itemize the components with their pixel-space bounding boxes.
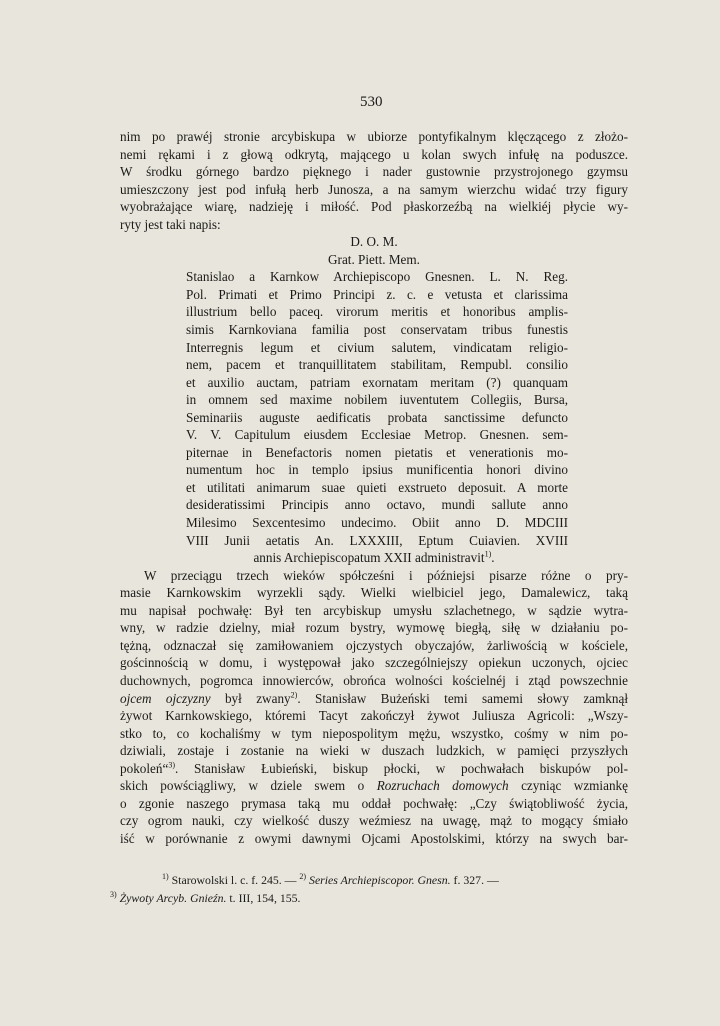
text-line: duchownych, pogromca innowierców, obrońca wolności kościelnéj i ztąd powszechnie [120,672,628,688]
footnote-text: t. III, 154, 155. [226,890,301,905]
text-line [120,777,628,795]
footnote-line [110,872,624,890]
inscription-line: Seminariis auguste aedificatis probata sanctissime defuncto [186,409,568,425]
inscription-line: Pol. Primati et Primo Principi z. c. e vetusta et clarissima [186,286,568,302]
text-line: mu napisał pochwałę: Był ten arcybiskup umysłu szlachetnego, w sądzie wytra- [120,602,628,618]
footnote-title: Żywoty Arcyb. Gnieźn. [119,890,227,905]
footnote-ref: 3) [168,760,176,770]
inscription-line: VIII Junii aetatis An. LXXXIII, Eptum Cuiavien. XVIII [186,532,568,548]
footnotes [110,872,624,907]
footnote-title: Series Archiepiscopor. Gnesn. [309,873,451,887]
text-line: czy ogrom nauki, czy wielkość duszy weźmiesz na uwagę, mąż to mogący śmiało [120,813,628,829]
inscription-line: simis Karnkoviana familia post conservatam tribus funestis [186,322,568,338]
footnote-text: Starowolski l. c. f. 245. — [168,873,300,887]
book-title: Rozruchach domowych [376,778,509,794]
text-run: . Stanisław Łubieński, biskup płocki, w pochwałach biskupów pol- [175,760,628,776]
inscription-line: in omnem sed maxime nobilem iuventutem Collegiis, Bursa, [186,392,568,408]
paragraph-first-line: W przeciągu trzech wieków spółcześni i późniejsi pisarze różne o pry- [144,567,628,583]
inscription-heading: Grat. Piett. Mem. [328,251,420,267]
text-line: gościnnością w domu, i występował jako szczególniejszy opiekun uczonych, ojciec [120,655,628,671]
text-line: żywot Karnkowskiego, któremi Tacyt zakończył żywot Juliusza Agricoli: „Wszy- [120,708,628,724]
inscription-line: piternae in Benefactoris nomen pietatis et venerationis mo- [186,444,568,460]
text-line: wny, w radzie dzielny, miał rozum bystry, wymowę biegłą, siłę w działaniu po- [120,620,628,636]
inscription-heading: D. O. M. [350,234,398,250]
inscription-line: Interregnis legum et civium salutem, vindicatam religio- [186,339,568,355]
text-line: o zgonie naszego prymasa taką mu oddał pochwałę: „Czy świątobliwość życia, [120,795,628,811]
text-run: . Stanisław Bużeński temi samemi słowy zamknął [297,690,628,706]
footnote-mark: 2) [299,872,307,882]
footnote-text: f. 327. — [450,873,499,887]
inscription-line: Stanislao a Karnkow Archiepiscopo Gnesnen. L. N. Reg. [186,269,568,285]
inscription-line: V. V. Capitulum eiusdem Ecclesiae Metrop. Gnesnen. sem- [186,427,568,443]
text-line: nemi rękami i z głową odkrytą, mającego u kolan swych infułę na poduszce. [120,146,628,162]
footnote-line [110,890,624,908]
text-line [120,760,628,778]
footnote-mark: 1) [162,872,169,882]
text-line [120,690,628,708]
footnote-ref: 2) [290,690,298,700]
italic-phrase: ojcem ojczyzny [120,690,211,706]
text-run: czyniąc wzmiankę [508,778,628,794]
text-line: tężną, odznaczał się zamiłowaniem ojczystych obyczajów, żarliwością w kościele, [120,637,628,653]
inscription-line: Milesimo Sexcentesimo undecimo. Obiit anno D. MDCIII [186,515,568,531]
page-number: 530 [360,94,383,110]
text-line: nim po prawéj stronie arcybiskupa w ubiorze pontyfikalnym klęczącego z złożo- [120,129,628,144]
text-line: iść w porównanie z owymi dawnymi Ojcami Apostolskimi, którzy na swych bar- [120,830,628,846]
inscription-line: numentum hoc in templo ipsius munificentia honori divino [186,462,568,478]
text-line: wyobrażające wiarę, nadzieję i miłość. Pod płaskorzeźbą na wielkiéj płycie wy- [120,199,628,215]
text-line: ryty jest taki napis: [120,216,221,232]
main-text [120,128,628,847]
footnote-ref: 1) [484,549,492,559]
inscription-block [120,268,628,549]
footnote-mark: 3) [110,889,117,899]
text-line: stko to, co kochaliśmy w tym niepospolitym mężu, wszystko, cośmy w nim po- [120,725,628,741]
text-run: skich powściągliwy, w dziele swem o [120,778,365,794]
inscription-line: et utilitati animarum suae quieti exstrueto deposuit. A morte [186,479,568,495]
text-run: był zwany [210,690,291,706]
text-line: umieszczony jest pod infułą herb Junosza, a na samym wierzchu widać trzy figury [120,181,628,197]
text-run: pokoleń“ [120,760,169,776]
inscription-last-text: annis Archiepiscopatum XXII administravit [253,550,485,566]
inscription-line: desideratissimi Principis anno octavo, mundi sallute anno [186,497,568,513]
inscription-line: illustrium bello paceq. virorum meritis et honoribus amplis- [186,304,568,320]
inscription-last-line: annis Archiepiscopatum XXII administravit$^{1)}$. [253,549,495,566]
inscription-line: et auxilio auctam, patriam exornatam meritam (?) quanquam [186,374,568,390]
text-line: W środku górnego bardzo pięknego i nader gustownie przystrojonego gzymsu [120,164,628,180]
text-line: dziwiali, zostaje i zostanie na wieki w duszach ludzkich, w pamięci przyszłych [120,743,628,759]
text-line: masie Karnkowskim wyrzekli sądy. Wielki wielbiciel jego, Damalewicz, taką [120,585,628,601]
inscription-line: nem, pacem et tranquillitatem stabilitam, Rempubl. consilio [186,357,568,373]
